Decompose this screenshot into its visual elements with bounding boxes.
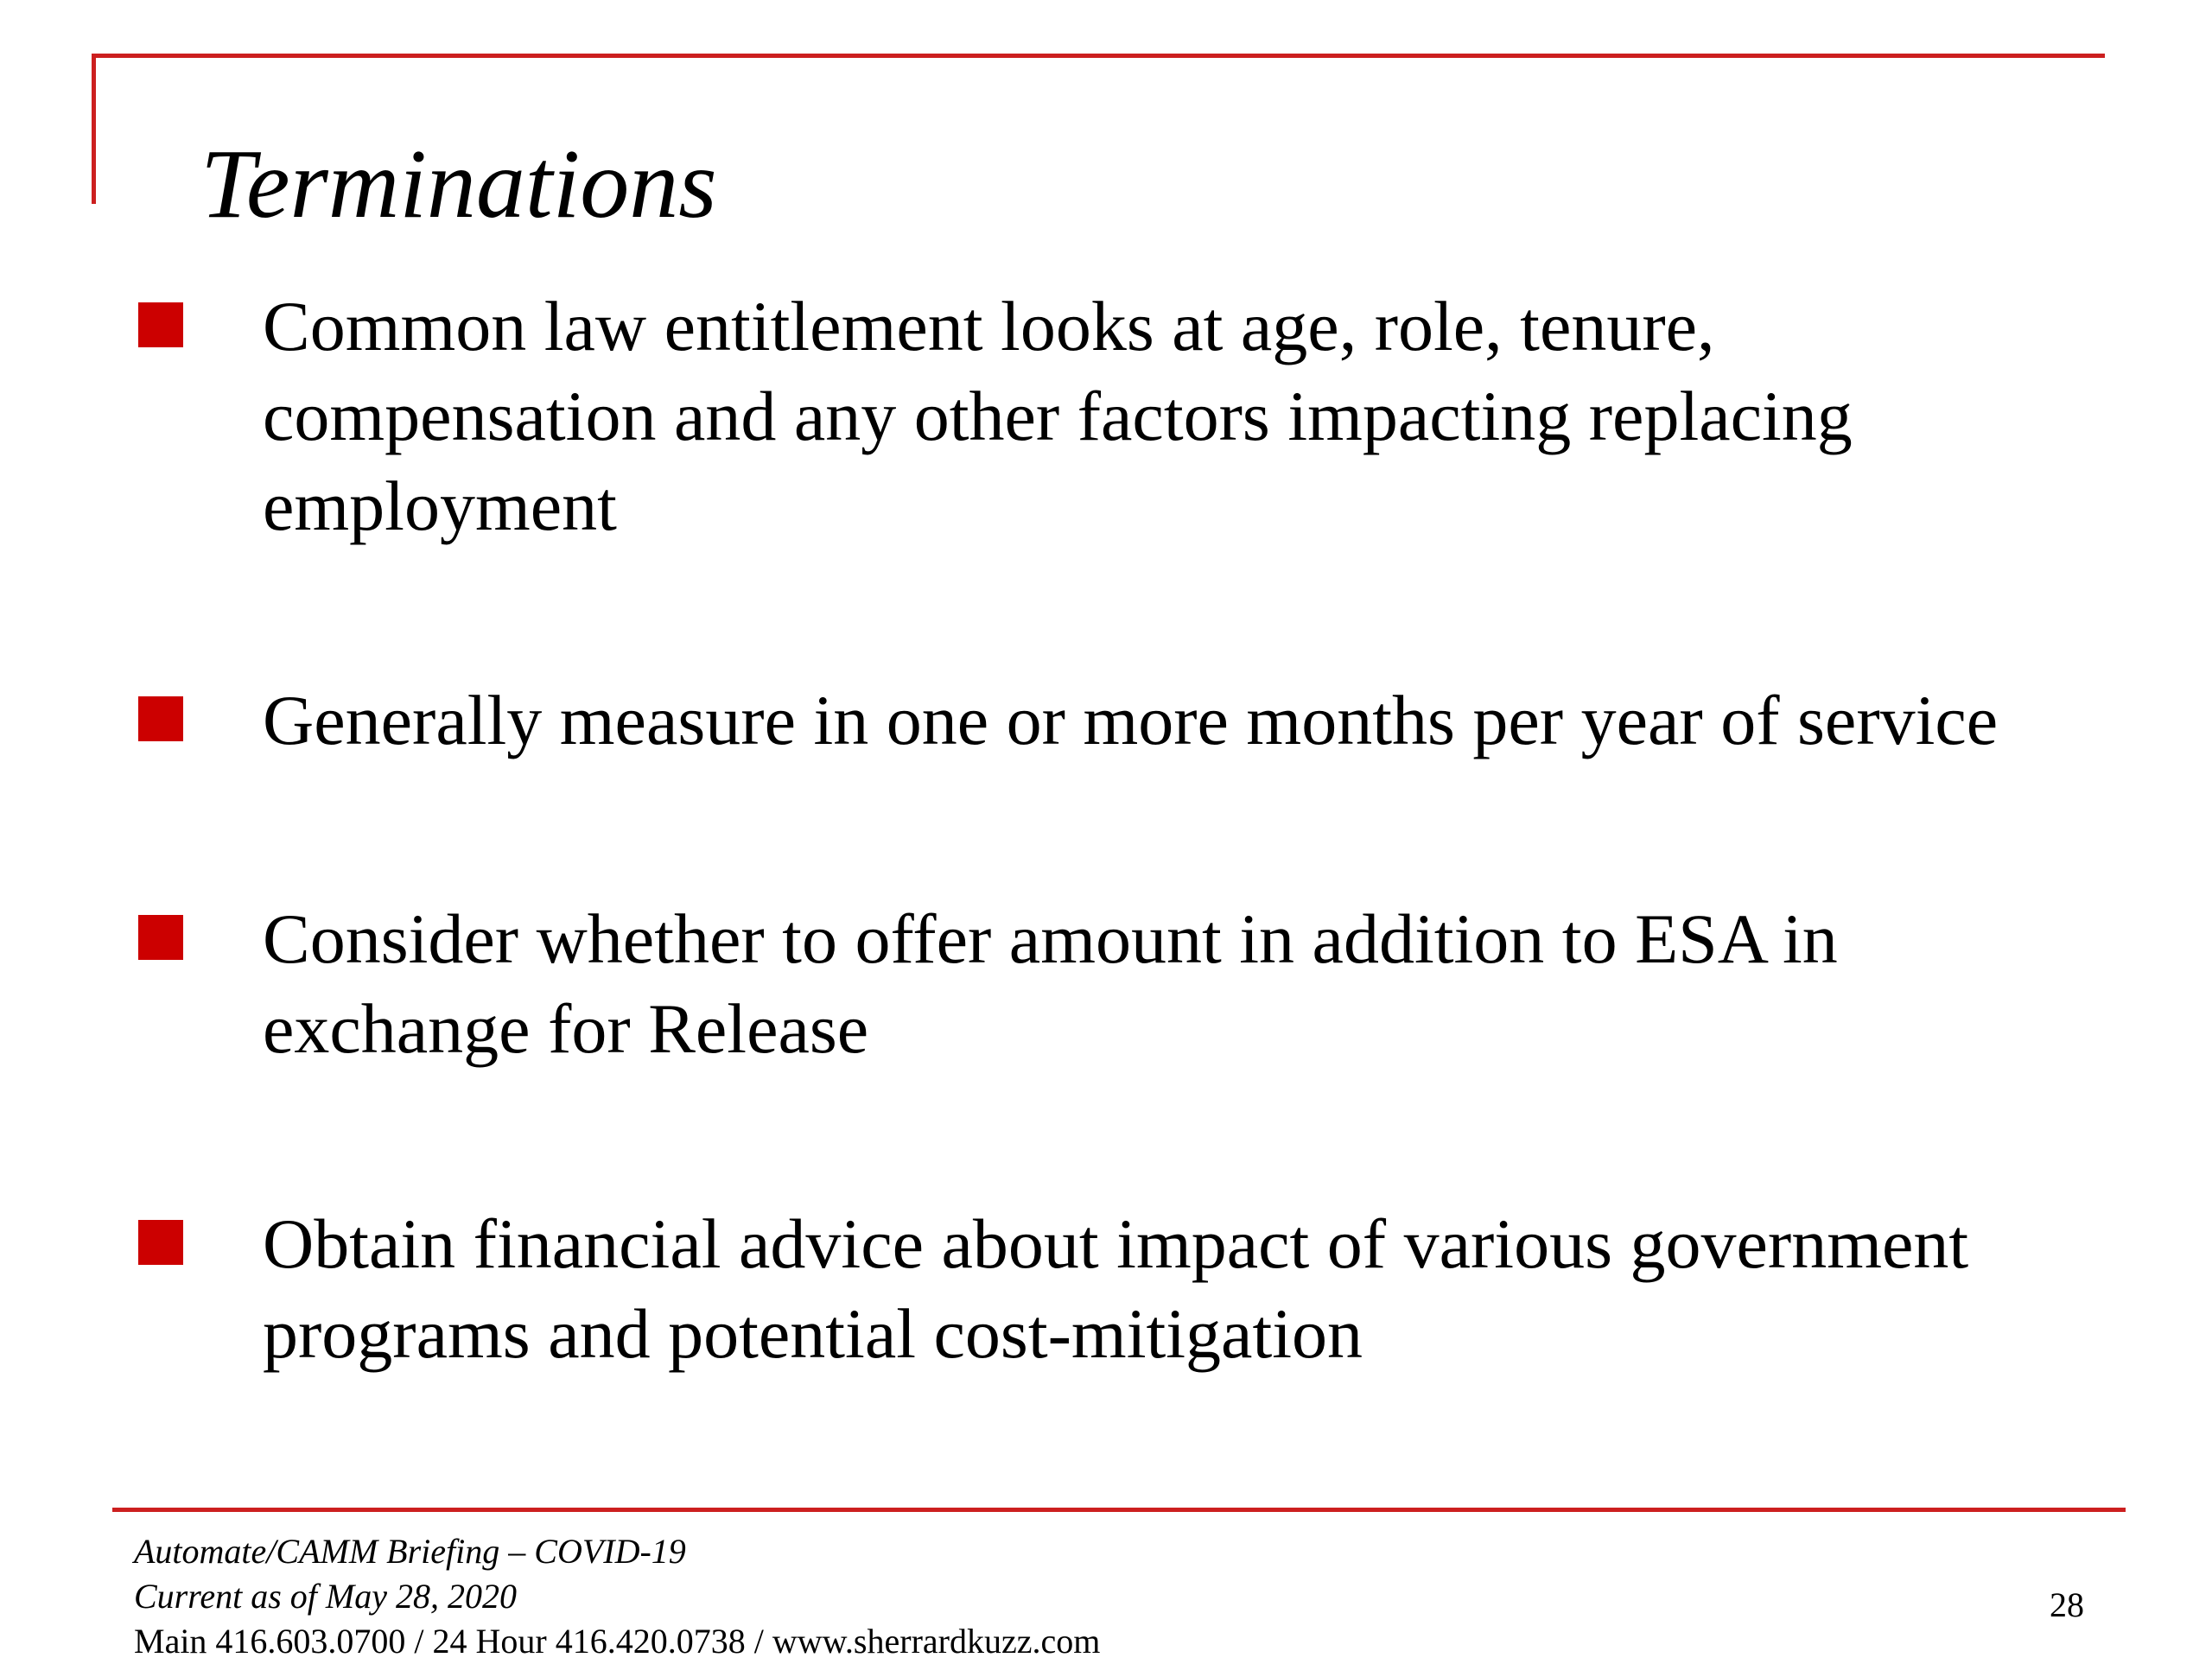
bullet-item-financial-advice	[138, 1199, 2091, 1379]
bullet-line: Consider whether to offer amount in addition to ESA in	[263, 899, 1838, 978]
bullet-line: Obtain financial advice about impact of various government	[263, 1204, 1969, 1283]
square-bullet-icon	[138, 1220, 183, 1265]
square-bullet-icon	[138, 696, 183, 741]
slide-title: Terminations	[200, 129, 717, 238]
bullet-line: exchange for Release	[263, 989, 869, 1068]
top-accent-rule	[92, 54, 2105, 58]
footer-current-as-of: Current as of May 28, 2020	[134, 1577, 517, 1616]
bullet-text	[263, 282, 1853, 551]
bullet-line: Common law entitlement looks at age, role, tenure,	[263, 287, 1715, 365]
bullet-line: programs and potential cost-mitigation	[263, 1294, 1363, 1373]
footer-contact: Main 416.603.0700 / 24 Hour 416.420.0738 / www.sherrardkuzz.com	[134, 1622, 1101, 1661]
slide-footer	[134, 1529, 1100, 1664]
bullet-line: Generally measure in one or more months per year of service	[263, 681, 1999, 759]
bullet-item-consider-offer	[138, 894, 2091, 1074]
bullet-text	[263, 1199, 1968, 1379]
square-bullet-icon	[138, 302, 183, 347]
footer-briefing: Automate/CAMM Briefing – COVID-19	[134, 1532, 686, 1571]
bullet-item-measure	[138, 676, 2091, 765]
bullet-text	[263, 894, 1838, 1074]
square-bullet-icon	[138, 915, 183, 960]
bullet-line: compensation and any other factors impacting replacing	[263, 377, 1853, 455]
bullet-text	[263, 676, 1998, 765]
footer-accent-rule	[112, 1508, 2126, 1512]
bullet-line: employment	[263, 467, 617, 545]
page-number: 28	[2050, 1585, 2084, 1624]
bullet-item-common-law	[138, 282, 2091, 551]
left-accent-rule	[92, 54, 96, 204]
